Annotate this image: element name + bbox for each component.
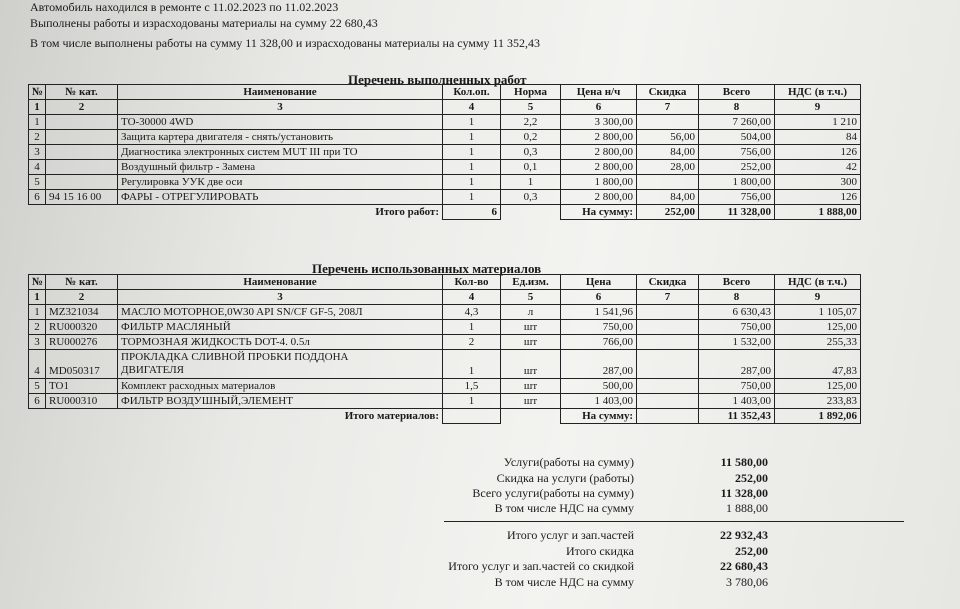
row-number: 1 — [29, 115, 46, 130]
unit: л — [501, 305, 561, 320]
summary-value: 252,00 — [735, 544, 768, 558]
summary-label: Итого услуг и зап.частей со скидкой — [448, 559, 634, 573]
summary-label: Скидка на услуги (работы) — [496, 471, 634, 485]
summary-label: В том числе НДС на сумму — [494, 501, 634, 515]
discount: 84,00 — [637, 190, 699, 205]
norm: 1 — [501, 175, 561, 190]
summary-value: 3 780,06 — [726, 575, 768, 589]
summary-value: 1 888,00 — [726, 501, 768, 515]
col-header: Наименование — [118, 275, 443, 290]
total: 750,00 — [699, 320, 775, 335]
summary-label: Всего услуги(работы на сумму) — [472, 486, 634, 500]
col-header: № кат. — [46, 275, 118, 290]
vat: 47,83 — [775, 350, 861, 379]
col-number: 4 — [443, 100, 501, 115]
table-row — [29, 160, 861, 175]
works-title: Перечень выполненных работ — [348, 72, 527, 87]
price: 2 800,00 — [561, 160, 637, 175]
discount — [637, 335, 699, 350]
catalog-number: TO1 — [46, 379, 118, 394]
works-sum-vat: 1 888,00 — [775, 205, 861, 220]
row-number: 4 — [29, 350, 46, 379]
works-sum-discount: 252,00 — [637, 205, 699, 220]
summary-value: 252,00 — [735, 471, 768, 485]
total: 252,00 — [699, 160, 775, 175]
materials-total-row — [29, 409, 861, 424]
row-number: 2 — [29, 130, 46, 145]
col-number: 6 — [561, 290, 637, 305]
discount — [637, 320, 699, 335]
unit: шт — [501, 394, 561, 409]
col-number: 7 — [637, 100, 699, 115]
catalog-number — [46, 175, 118, 190]
material-name: ФИЛЬТР ВОЗДУШНЫЙ,ЭЛЕМЕНТ — [118, 394, 443, 409]
discount — [637, 305, 699, 320]
catalog-number: RU000320 — [46, 320, 118, 335]
work-name: Регулировка УУК две оси — [118, 175, 443, 190]
row-number: 1 — [29, 305, 46, 320]
material-name: ПРОКЛАДКА СЛИВНОЙ ПРОБКИ ПОДДОНА — [121, 351, 349, 363]
material-name: ФИЛЬТР МАСЛЯНЫЙ — [118, 320, 443, 335]
total-amount-line: Выполнены работы и израсходованы материалы на сумму 22 680,43 — [30, 16, 378, 30]
table-row — [29, 320, 861, 335]
price: 2 800,00 — [561, 145, 637, 160]
vat: 255,33 — [775, 335, 861, 350]
material-name: Комплект расходных материалов — [118, 379, 443, 394]
qty: 1,5 — [443, 379, 501, 394]
table-row — [29, 190, 861, 205]
col-header: Скидка — [637, 275, 699, 290]
row-number: 4 — [29, 160, 46, 175]
qty: 1 — [443, 115, 501, 130]
price: 1 800,00 — [561, 175, 637, 190]
col-number: 2 — [46, 290, 118, 305]
catalog-number: MZ321034 — [46, 305, 118, 320]
table-row — [29, 335, 861, 350]
summary-label: Итого услуг и зап.частей — [506, 528, 634, 542]
catalog-number — [46, 115, 118, 130]
col-header: № кат. — [46, 85, 118, 100]
catalog-number: MD050317 — [46, 350, 118, 379]
row-number: 3 — [29, 335, 46, 350]
table-row — [29, 305, 861, 320]
discount: 56,00 — [637, 130, 699, 145]
summary-label: В том числе НДС на сумму — [494, 575, 634, 589]
col-header: НДС (в т.ч.) — [775, 275, 861, 290]
material-name-cont: ДВИГАТЕЛЯ — [121, 364, 185, 376]
col-header: № — [29, 85, 46, 100]
materials-sum-total: 11 352,43 — [699, 409, 775, 424]
discount — [637, 394, 699, 409]
unit: шт — [501, 320, 561, 335]
total: 756,00 — [699, 145, 775, 160]
qty: 1 — [443, 190, 501, 205]
total: 287,00 — [699, 350, 775, 379]
qty: 1 — [443, 175, 501, 190]
col-number: 6 — [561, 100, 637, 115]
total: 504,00 — [699, 130, 775, 145]
materials-header-row — [29, 275, 861, 290]
qty: 1 — [443, 160, 501, 175]
discount — [637, 175, 699, 190]
row-number: 6 — [29, 394, 46, 409]
vat: 84 — [775, 130, 861, 145]
vat: 125,00 — [775, 320, 861, 335]
catalog-number — [46, 145, 118, 160]
vat: 1 105,07 — [775, 305, 861, 320]
qty: 1 — [443, 350, 501, 379]
qty: 2 — [443, 335, 501, 350]
table-row — [29, 379, 861, 394]
discount: 28,00 — [637, 160, 699, 175]
row-number: 5 — [29, 175, 46, 190]
total: 1 800,00 — [699, 175, 775, 190]
unit: шт — [501, 335, 561, 350]
norm: 2,2 — [501, 115, 561, 130]
col-header: Цена — [561, 275, 637, 290]
norm: 0,3 — [501, 145, 561, 160]
col-number: 8 — [699, 100, 775, 115]
material-name: МАСЛО МОТОРНОЕ,0W30 API SN/CF GF-5, 208Л — [118, 305, 443, 320]
col-header: Скидка — [637, 85, 699, 100]
vat: 126 — [775, 190, 861, 205]
col-number: 1 — [29, 290, 46, 305]
repair-period-line: Автомобиль находился в ремонте с 11.02.2023 по 11.02.2023 — [30, 0, 339, 14]
discount — [637, 115, 699, 130]
total: 750,00 — [699, 379, 775, 394]
col-header: Кол-во — [443, 275, 501, 290]
catalog-number: RU000276 — [46, 335, 118, 350]
vat: 42 — [775, 160, 861, 175]
col-header: НДС (в т.ч.) — [775, 85, 861, 100]
work-name: ФАРЫ - ОТРЕГУЛИРОВАТЬ — [118, 190, 443, 205]
vat: 233,83 — [775, 394, 861, 409]
col-header: Кол.оп. — [443, 85, 501, 100]
materials-total-label: Итого материалов: — [344, 409, 439, 422]
breakdown-line: В том числе выполнены работы на сумму 11 328,00 и израсходованы материалы на сумму 11 352,43 — [30, 36, 541, 50]
material-name-cell — [118, 350, 443, 379]
materials-sum-label: На сумму: — [561, 409, 637, 424]
unit: шт — [501, 379, 561, 394]
works-total-row — [29, 205, 861, 220]
summary-label: Итого скидка — [565, 544, 634, 558]
discount: 84,00 — [637, 145, 699, 160]
work-name: Воздушный фильтр - Замена — [118, 160, 443, 175]
vat: 126 — [775, 145, 861, 160]
col-number: 3 — [118, 290, 443, 305]
qty: 1 — [443, 130, 501, 145]
summary-label: Услуги(работы на сумму) — [503, 455, 634, 469]
works-colnum-row — [29, 100, 861, 115]
row-number: 5 — [29, 379, 46, 394]
table-row — [29, 145, 861, 160]
unit: шт — [501, 350, 561, 379]
works-sum-label: На сумму: — [561, 205, 637, 220]
works-header-row — [29, 85, 861, 100]
col-number: 3 — [118, 100, 443, 115]
table-row — [29, 394, 861, 409]
works-total-label: Итого работ: — [375, 205, 439, 218]
norm: 0,1 — [501, 160, 561, 175]
table-row — [29, 115, 861, 130]
col-number: 5 — [501, 100, 561, 115]
summary-value: 22 680,43 — [720, 559, 768, 573]
col-number: 5 — [501, 290, 561, 305]
works-table — [28, 84, 861, 220]
col-number: 4 — [443, 290, 501, 305]
col-header: Цена н/ч — [561, 85, 637, 100]
col-header: Всего — [699, 275, 775, 290]
summary-value: 11 328,00 — [720, 486, 768, 500]
work-name: ТО-30000 4WD — [118, 115, 443, 130]
vat: 125,00 — [775, 379, 861, 394]
col-header: Всего — [699, 85, 775, 100]
row-number: 3 — [29, 145, 46, 160]
table-row — [29, 175, 861, 190]
materials-colnum-row — [29, 290, 861, 305]
col-header: Ед.изм. — [501, 275, 561, 290]
price: 2 800,00 — [561, 130, 637, 145]
col-number: 8 — [699, 290, 775, 305]
catalog-number: RU000310 — [46, 394, 118, 409]
price: 287,00 — [561, 350, 637, 379]
materials-title: Перечень использованных материалов — [312, 261, 542, 276]
catalog-number — [46, 130, 118, 145]
row-number: 2 — [29, 320, 46, 335]
col-header: Наименование — [118, 85, 443, 100]
price: 766,00 — [561, 335, 637, 350]
total: 1 403,00 — [699, 394, 775, 409]
qty: 1 — [443, 145, 501, 160]
col-number: 7 — [637, 290, 699, 305]
works-sum-total: 11 328,00 — [699, 205, 775, 220]
total: 756,00 — [699, 190, 775, 205]
total: 1 532,00 — [699, 335, 775, 350]
price: 2 800,00 — [561, 190, 637, 205]
price: 1 541,96 — [561, 305, 637, 320]
vat: 300 — [775, 175, 861, 190]
discount — [637, 379, 699, 394]
norm: 0,2 — [501, 130, 561, 145]
col-header: Норма — [501, 85, 561, 100]
qty: 1 — [443, 320, 501, 335]
qty: 1 — [443, 394, 501, 409]
price: 750,00 — [561, 320, 637, 335]
col-number: 9 — [775, 290, 861, 305]
col-number: 2 — [46, 100, 118, 115]
row-number: 6 — [29, 190, 46, 205]
discount — [637, 350, 699, 379]
catalog-number: 94 15 16 00 — [46, 190, 118, 205]
table-row — [29, 350, 861, 379]
price: 1 403,00 — [561, 394, 637, 409]
total: 7 260,00 — [699, 115, 775, 130]
table-row — [29, 130, 861, 145]
work-name: Диагностика электронных систем MUT III при ТО — [118, 145, 443, 160]
material-name: ТОРМОЗНАЯ ЖИДКОСТЬ DOT-4. 0.5л — [118, 335, 443, 350]
summary-value: 22 932,43 — [720, 528, 768, 542]
col-number: 1 — [29, 100, 46, 115]
works-total-qty: 6 — [443, 205, 501, 220]
summary-divider — [444, 521, 904, 522]
col-header: № — [29, 275, 46, 290]
col-number: 9 — [775, 100, 861, 115]
materials-table — [28, 274, 861, 424]
catalog-number — [46, 160, 118, 175]
materials-sum-vat: 1 892,06 — [775, 409, 861, 424]
vat: 1 210 — [775, 115, 861, 130]
price: 3 300,00 — [561, 115, 637, 130]
work-name: Защита картера двигателя - снять/установить — [118, 130, 443, 145]
summary-value: 11 580,00 — [720, 455, 768, 469]
norm: 0,3 — [501, 190, 561, 205]
total: 6 630,43 — [699, 305, 775, 320]
qty: 4,3 — [443, 305, 501, 320]
price: 500,00 — [561, 379, 637, 394]
